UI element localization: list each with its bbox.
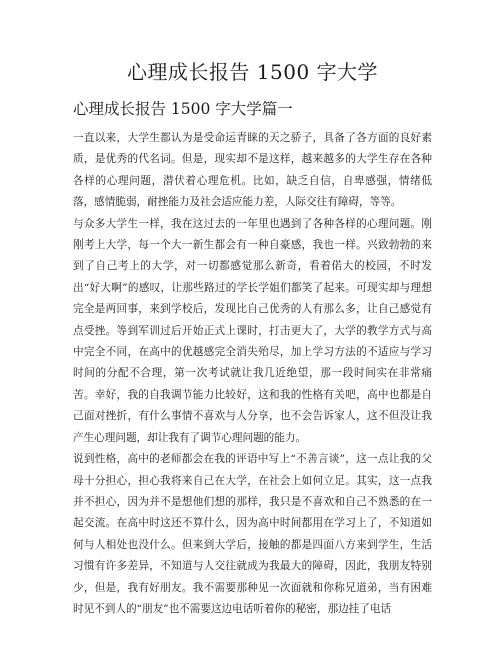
paragraph-1: 一直以来，大学生都认为是受命运青睐的天之骄子，具备了各方面的良好素质，是优秀的代名词。但是，现实却不是这样，越来越多的大学生存在各种各样的心理问题，潜伏着心理危机。比如，缺乏自信，自卑感强，情绪低落，感情脆弱，耐挫能力及社会适应能力差，人际交往有障碍，等等。 [73, 132, 432, 209]
section-title: 心理成长报告 1500 字大学篇一 [73, 100, 293, 118]
document-title: 心理成长报告 1500 字大学 [126, 60, 379, 84]
paragraph-2: 与众多大学生一样，我在这过去的一年里也遇到了各种各样的心理问题。刚刚考上大学，每一个大一新生都会有一种自豪感，我也一样。兴致勃勃的来到了自己考上的大学，对一切都感觉那么新奇，看着偌大的校园，不时发出“好大啊”的感叹，让那些路过的学长学姐们都笑了起来。可现实却与理想完全是两回事，来到学校后，发现比自己优秀的人有那么多，让自己感觉有点受挫。等到军训过后开始正式上课时，打击更大了，大学的教学方式与高中完全不同，在高中的优越感完全消失殆尽，加上学习方法的不适应与学习时间的分配不合理，第一次考试就让我几近绝望，那一段时间实在非常痛苦。幸好，我的自我调节能力比较好，这和我的性格有关吧，高中也都是自己面对挫折，有什么事情不喜欢与人分享，也不会告诉家人，这不但没让我产生心理问题，却让我有了调节心理问题的能力。 [73, 217, 432, 444]
paragraph-3: 说到性格，高中的老师都会在我的评语中写上“不善言谈”，这一点让我的父母十分担心，担心我将来自己在大学，在社会上如何立足。其实，这一点我并不担心，因为并不是想他们想的那样，我只是不喜欢和自己不熟悉的在一起交流。在高中时这还不算什么，因为高中时间都用在学习上了，不知道如何与人相处也没什么。但来到大学后，接触的都是四面八方来到学生，生活习惯有许多差异，不知道与人交往就成为我最大的障碍，因此，我朋友特别少，但是，我有好朋友。我不需要那种见一次面就和你称兄道弟，当有困难时见不到人的“朋友”也不需要这边电话听着你的秘密，那边挂了电话 [73, 453, 432, 615]
